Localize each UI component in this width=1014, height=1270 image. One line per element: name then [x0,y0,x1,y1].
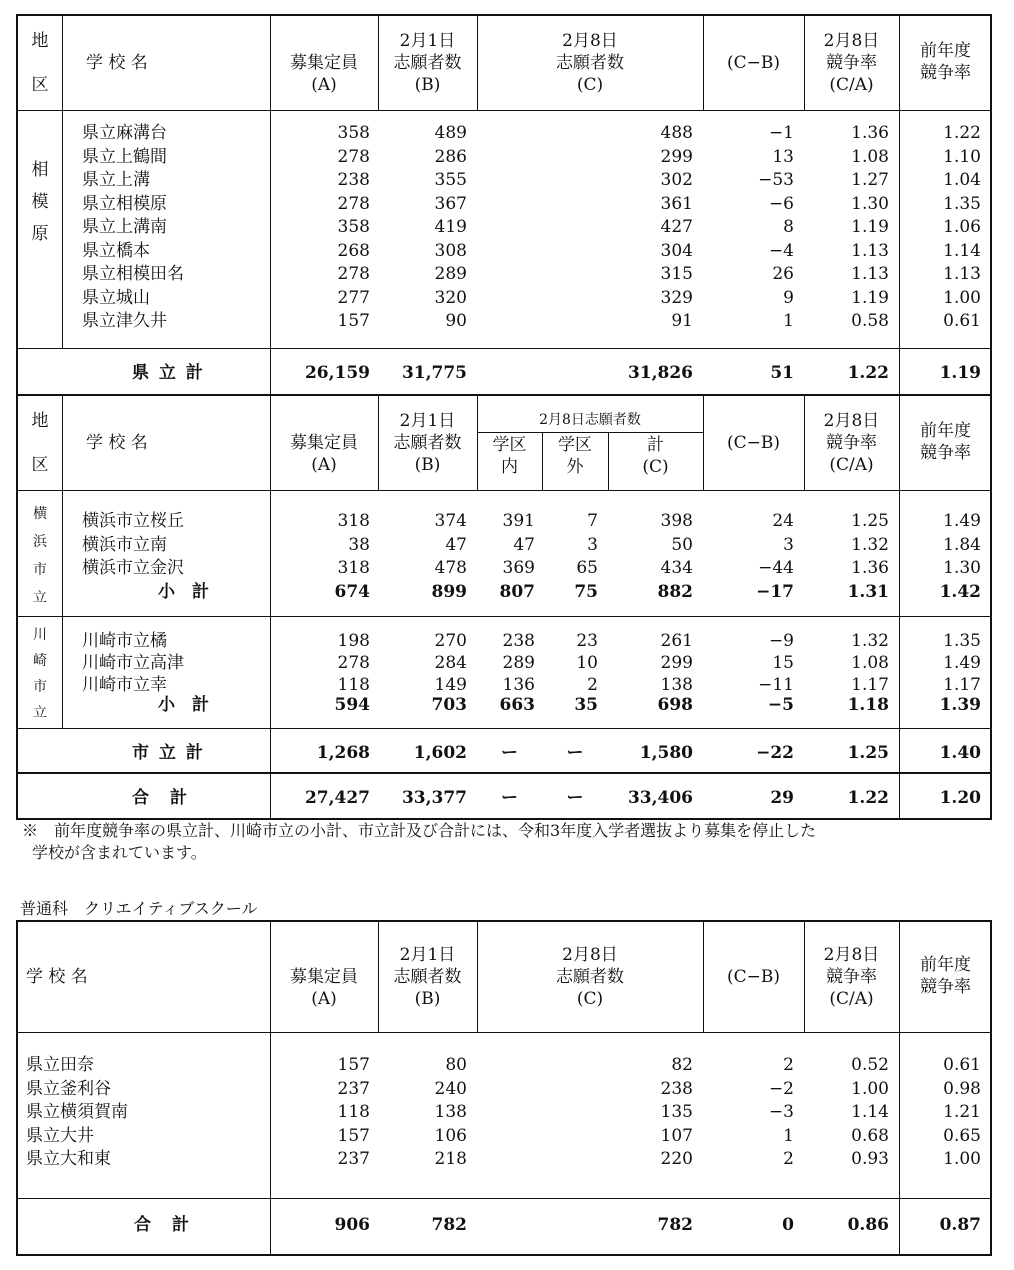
outside-cell: 10 [576,653,598,673]
total-capacity: 26,159 [304,363,370,383]
feb8-cell: 488 [660,123,693,143]
subtotal-label: 小 計 [158,695,209,715]
feb1-cell: 478 [434,558,467,578]
diff-cell: 15 [772,653,794,673]
table-creative-school [16,920,992,1256]
school-name: 県立相模田名 [82,264,184,284]
feb1-cell: 47 [445,534,467,555]
prev-cell: 1.35 [943,631,981,651]
diff-cell: −17 [756,582,794,602]
feb1-cell: 149 [434,675,467,695]
school-name: 川崎市立橘 [82,631,167,651]
rate-cell: 1.36 [851,558,889,578]
rate-cell: 1.00 [851,1078,889,1099]
rate-cell: 1.19 [851,217,889,237]
school-name: 県立横須賀南 [26,1102,128,1122]
total-feb1: 31,775 [401,363,467,383]
school-name: 県立釜利谷 [26,1078,111,1099]
feb8-cell: 220 [660,1149,693,1169]
diff-cell: −9 [768,631,794,651]
feb1-cell: 270 [434,631,467,651]
grand-total-feb1: 33,377 [401,788,467,808]
rate-cell: 1.25 [851,511,889,531]
inside-cell: 807 [499,582,535,602]
section3-title: 普通科 クリエイティブスクール [20,899,258,918]
feb8-cell: 82 [671,1055,693,1075]
prev-cell: 1.00 [943,287,981,308]
capacity-cell: 118 [337,675,370,695]
header-inside: 学区 内 [492,435,527,477]
school-name: 県立橋本 [82,240,150,261]
feb1-cell: 367 [434,193,467,214]
header-feb1: 2月1日 志願者数 (B) [393,31,462,95]
subtotal-label: 小 計 [158,582,209,602]
capacity-cell: 237 [337,1078,370,1099]
grand-total-feb8: 33,406 [627,788,693,808]
school-name: 川崎市立幸 [82,675,167,695]
header-capacity: 募集定員 (A) [290,433,358,475]
capacity-cell: 157 [337,1055,370,1075]
outside-cell: 75 [574,582,598,602]
header-school: 学 校 名 [86,433,148,453]
header-diff: (C−B) [726,967,780,987]
feb1-cell: 355 [434,170,467,190]
school-name: 県立麻溝台 [82,123,167,143]
feb8-cell: 107 [660,1125,693,1146]
school-name: 県立上溝南 [82,217,167,237]
feb8-cell: 135 [660,1102,693,1122]
diff-cell: 24 [772,511,794,531]
capacity-cell: 238 [337,170,370,190]
grand-total-prev: 1.20 [939,788,981,808]
header-district: 地 区 [31,411,49,475]
total-rate: 1.22 [847,363,889,383]
feb8-cell: 361 [660,193,693,214]
header-rate: 2月8日 競争率 (C/A) [823,31,880,95]
rate-cell: 1.31 [847,582,889,602]
total-rate: 0.86 [847,1215,889,1235]
school-name: 県立上鶴間 [82,146,167,167]
capacity-cell: 38 [348,534,370,555]
feb8-cell: 304 [660,240,693,261]
city-total-rate: 1.25 [847,743,889,763]
school-name: 県立上溝 [82,170,150,190]
header-prev: 前年度 競争率 [920,421,971,463]
diff-cell: 8 [783,217,794,237]
grand-total-outside: ー [566,788,584,808]
capacity-cell: 118 [337,1102,370,1122]
feb8-total-cell: 138 [660,675,693,695]
footnote: ※ 前年度競争率の県立計、川崎市立の小計、市立計及び合計には、令和3年度入学者選抜より募集を停止した 学校が含まれています。 [22,821,817,862]
prev-cell: 0.61 [943,311,981,331]
diff-cell: −44 [758,558,794,578]
feb1-cell: 218 [434,1149,467,1169]
table-city [16,394,992,820]
feb8-cell: 299 [660,146,693,167]
header-capacity: 募集定員 (A) [290,967,358,1009]
prev-cell: 1.06 [943,217,981,237]
header-prev: 前年度 競争率 [920,955,971,997]
diff-cell: −2 [768,1078,794,1099]
header-feb1: 2月1日 志願者数 (B) [393,411,462,475]
diff-cell: 9 [783,287,794,308]
prev-cell: 1.42 [939,582,981,602]
district-label: 相 模 原 [31,160,49,244]
rate-cell: 1.08 [851,653,889,673]
table-sagamihara [16,14,992,396]
capacity-cell: 358 [337,123,370,143]
prev-cell: 0.65 [943,1125,981,1146]
header-school: 学 校 名 [86,53,148,73]
rate-cell: 1.32 [851,534,889,555]
header-capacity: 募集定員 (A) [290,53,358,95]
inside-cell: 289 [502,653,535,673]
header-diff: (C−B) [726,433,780,453]
school-name: 県立大和東 [26,1149,111,1169]
city-total-feb8: 1,580 [639,743,693,763]
outside-cell: 3 [587,534,598,555]
total-feb8: 782 [657,1215,693,1235]
feb8-cell: 91 [671,311,693,331]
total-diff: 0 [782,1215,794,1235]
diff-cell: −6 [768,193,794,214]
school-name: 県立城山 [82,287,150,308]
city-total-label: 市 立 計 [132,743,205,763]
header-prev: 前年度 競争率 [920,41,971,83]
feb1-cell: 374 [434,511,467,531]
rate-cell: 0.68 [851,1125,889,1146]
capacity-cell: 278 [337,264,370,284]
feb1-cell: 284 [434,653,467,673]
header-school: 学 校 名 [26,967,88,987]
feb1-cell: 419 [434,217,467,237]
inside-cell: 238 [502,631,535,651]
city-total-prev: 1.40 [939,743,981,763]
inside-cell: 136 [502,675,535,695]
inside-cell: 391 [502,511,535,531]
rate-cell: 0.93 [851,1149,889,1169]
rate-cell: 1.27 [851,170,889,190]
school-name: 横浜市立桜丘 [82,511,184,531]
prev-cell: 1.22 [943,123,981,143]
feb8-cell: 238 [660,1078,693,1099]
prev-cell: 1.84 [943,534,981,555]
prev-cell: 1.17 [943,675,981,695]
capacity-cell: 157 [337,311,370,331]
district-label-yokohama: 横 浜 市 立 [33,506,47,606]
school-name: 県立大井 [26,1125,94,1146]
capacity-cell: 594 [334,695,370,715]
capacity-cell: 358 [337,217,370,237]
diff-cell: 13 [772,146,794,167]
feb8-cell: 329 [660,287,693,308]
feb8-total-cell: 434 [660,558,693,578]
diff-cell: 2 [783,1149,794,1169]
district-label-kawasaki: 川 崎 市 立 [33,627,47,721]
diff-cell: 1 [783,1125,794,1146]
grand-total-rate: 1.22 [847,788,889,808]
feb8-total-cell: 398 [660,511,693,531]
total-capacity: 906 [334,1215,370,1235]
school-name: 県立津久井 [82,311,167,331]
feb8-cell: 315 [660,264,693,284]
header-feb8: 2月8日 志願者数 (C) [556,945,624,1009]
feb1-cell: 289 [434,264,467,284]
rate-cell: 1.14 [851,1102,889,1122]
diff-cell: −1 [768,123,794,143]
capacity-cell: 237 [337,1149,370,1169]
school-name: 横浜市立南 [82,534,167,555]
feb8-cell: 427 [660,217,693,237]
school-name: 横浜市立金沢 [82,558,184,578]
header-total-c: 計 (C) [642,435,669,477]
rate-cell: 1.08 [851,146,889,167]
capacity-cell: 318 [337,558,370,578]
capacity-cell: 277 [337,287,370,308]
city-total-capacity: 1,268 [316,743,370,763]
grand-total-label: 合 計 [132,788,189,808]
grand-total-inside: ー [501,788,518,808]
feb1-cell: 240 [434,1078,467,1099]
feb1-cell: 80 [445,1055,467,1075]
prev-cell: 1.35 [943,193,981,214]
header-feb8: 2月8日 志願者数 (C) [556,31,624,95]
feb1-cell: 90 [445,311,467,331]
header-diff: (C−B) [726,53,780,73]
header-district: 地 区 [31,31,49,95]
diff-cell: −4 [768,240,794,261]
prev-cell: 1.49 [943,653,981,673]
rate-cell: 1.32 [851,631,889,651]
feb8-total-cell: 698 [657,695,693,715]
diff-cell: −11 [758,675,794,695]
capacity-cell: 157 [337,1125,370,1146]
rate-cell: 0.52 [851,1055,889,1075]
total-prev: 0.87 [939,1215,981,1235]
total-feb1: 782 [431,1215,467,1235]
feb1-cell: 320 [434,287,467,308]
header-rate: 2月8日 競争率 (C/A) [823,945,880,1009]
diff-cell: −5 [767,695,794,715]
feb1-cell: 286 [434,146,467,167]
prev-cell: 1.00 [943,1149,981,1169]
prev-cell: 1.10 [943,146,981,167]
capacity-cell: 318 [337,511,370,531]
city-total-inside: ー [501,743,518,763]
diff-cell: −3 [768,1102,794,1122]
feb8-cell: 302 [660,170,693,190]
city-total-feb1: 1,602 [413,743,467,763]
prev-cell: 0.98 [943,1078,981,1099]
feb1-cell: 703 [431,695,467,715]
diff-cell: −53 [758,170,794,190]
rate-cell: 1.30 [851,193,889,214]
prev-cell: 0.61 [943,1055,981,1075]
capacity-cell: 278 [337,146,370,167]
feb1-cell: 308 [434,240,467,261]
capacity-cell: 278 [337,193,370,214]
inside-cell: 369 [502,558,535,578]
feb8-total-cell: 882 [657,582,693,602]
rate-cell: 1.13 [851,264,889,284]
feb1-cell: 106 [434,1125,467,1146]
grand-total-capacity: 27,427 [304,788,370,808]
outside-cell: 35 [574,695,598,715]
rate-cell: 1.17 [851,675,889,695]
diff-cell: 3 [783,534,794,555]
outside-cell: 23 [576,631,598,651]
feb8-total-cell: 261 [660,631,693,651]
rate-cell: 1.19 [851,287,889,308]
inside-cell: 47 [513,534,535,555]
header-outside: 学区 外 [558,435,592,477]
diff-cell: 26 [772,264,794,284]
rate-cell: 1.36 [851,123,889,143]
rate-cell: 1.18 [847,695,889,715]
prev-cell: 1.39 [939,695,981,715]
feb1-cell: 138 [434,1102,467,1122]
outside-cell: 7 [587,511,598,531]
capacity-cell: 268 [337,240,370,261]
feb1-cell: 899 [431,582,467,602]
feb1-cell: 489 [434,123,467,143]
feb8-total-cell: 299 [660,653,693,673]
outside-cell: 2 [587,675,598,695]
total-label: 県 立 計 [132,363,205,383]
city-total-outside: ー [566,743,584,763]
total-feb8: 31,826 [627,363,693,383]
prev-cell: 1.30 [943,558,981,578]
prev-cell: 1.13 [943,264,981,284]
capacity-cell: 198 [337,631,370,651]
school-name: 県立田奈 [26,1055,94,1075]
total-label: 合 計 [134,1215,191,1235]
diff-cell: 2 [783,1055,794,1075]
capacity-cell: 278 [337,653,370,673]
total-diff: 51 [770,363,794,383]
outside-cell: 65 [576,558,598,578]
prev-cell: 1.04 [943,170,981,190]
header-rate: 2月8日 競争率 (C/A) [823,411,880,475]
grand-total-diff: 29 [770,788,794,808]
school-name: 県立相模原 [82,193,167,214]
inside-cell: 663 [499,695,535,715]
diff-cell: 1 [783,311,794,331]
header-feb1: 2月1日 志願者数 (B) [393,945,462,1009]
rate-cell: 0.58 [851,311,889,331]
prev-cell: 1.49 [943,511,981,531]
school-name: 川崎市立高津 [82,653,184,673]
rate-cell: 1.13 [851,240,889,261]
header-feb8-split: 2月8日志願者数 [539,412,641,428]
capacity-cell: 674 [334,582,370,602]
prev-cell: 1.21 [943,1102,981,1122]
city-total-diff: −22 [756,743,794,763]
total-prev: 1.19 [939,363,981,383]
feb8-total-cell: 50 [671,534,693,555]
prev-cell: 1.14 [943,240,981,261]
